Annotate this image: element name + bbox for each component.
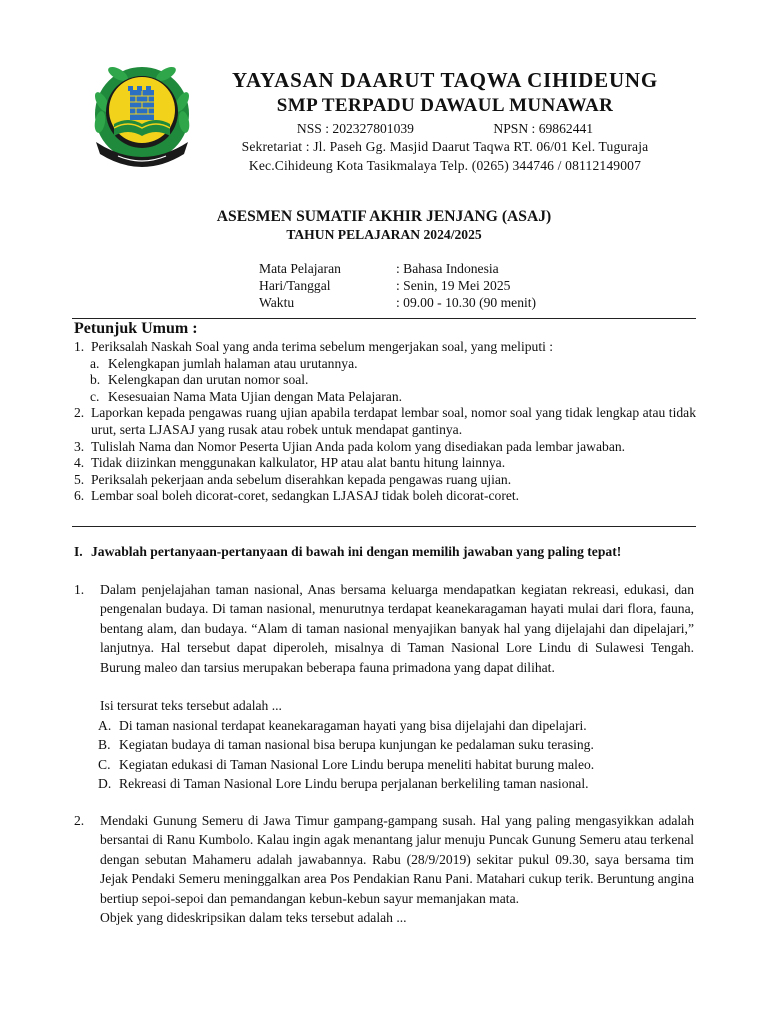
meta-key: Hari/Tanggal: [259, 278, 331, 293]
meta-value: : Senin, 19 Mei 2025: [396, 278, 511, 293]
address-line-1: Sekretariat : Jl. Paseh Gg. Masjid Daarut Taqwa RT. 06/01 Kel. Tuguraja: [241, 139, 649, 154]
instruction-item: [74, 488, 696, 505]
instruction-item: [74, 455, 696, 472]
question-number: 1.: [74, 582, 85, 597]
instruction-number: 1.: [74, 339, 85, 354]
nss-number: NSS : 202327801039: [296, 121, 414, 136]
option-letter: C.: [98, 756, 111, 772]
exam-meta: [259, 260, 536, 311]
subitem-letter: b.: [90, 372, 101, 388]
subitem-text: Kelengkapan jumlah halaman atau urutannya.: [108, 355, 358, 371]
answer-option[interactable]: [74, 735, 694, 754]
instruction-number: 6.: [74, 488, 85, 504]
instruction-item: [74, 405, 696, 438]
answer-option[interactable]: [74, 774, 694, 793]
instruction-number: 2.: [74, 405, 85, 421]
question-text: Mendaki Gunung Semeru di Jawa Timur gampang-gampang susah. Hal yang paling mengasyikkan adalah bersantai di Ranu Kumbolo. Kalau ingin agak menantang jalur menuju Puncak Gunung Semeru atau terkenal dengan sebutan Mahameru adalah jawabannya. Rabu (28/9/2019) sekitar pukul 09.30, saya bersama tim Jejak Pendaki Semeru meninggalkan area Pos Pendakian Ranu Pani. Matahari cukup terik. Beruntung angina bertiup sepoi-sepoi dan pemandangan kebun-kebun sayur memanjakan mata.: [100, 813, 694, 906]
option-text: Kegiatan budaya di taman nasional bisa berupa kunjungan ke pedalaman suku terasing.: [119, 737, 594, 753]
question-2: [74, 811, 694, 927]
divider-bottom: [72, 526, 696, 527]
instructions-heading: Petunjuk Umum :: [74, 320, 198, 337]
instruction-text: Tulislah Nama dan Nomor Peserta Ujian Anda pada kolom yang disediakan pada lembar jawaban.: [91, 438, 626, 454]
question-stem: Objek yang dideskripsikan dalam teks tersebut adalah ...: [100, 910, 407, 926]
option-text: Rekreasi di Taman Nasional Lore Lindu berupa perjalanan berkeliling taman nasional.: [119, 776, 589, 792]
option-text: Di taman nasional terdapat keanekaragaman hayati yang bisa dijelajahi dan dipelajari.: [119, 717, 587, 733]
option-letter: A.: [98, 717, 112, 733]
subitem-text: Kesesuaian Nama Mata Ujian dengan Mata Pelajaran.: [108, 388, 403, 404]
instruction-text: Tidak diizinkan menggunakan kalkulator, HP atau alat bantu hitung lainnya.: [91, 455, 506, 471]
section-instruction: Jawablah pertanyaan-pertanyaan di bawah ini dengan memilih jawaban yang paling tepat!: [91, 544, 622, 559]
instruction-text: Periksalah pekerjaan anda sebelum diserahkan kepada pengawas ruang ujian.: [91, 471, 512, 487]
meta-row: [259, 294, 536, 311]
instruction-item: [74, 339, 696, 356]
divider-top: [72, 318, 696, 319]
question-1: [74, 580, 694, 793]
instruction-item: [74, 472, 696, 489]
meta-key: Mata Pelajaran: [259, 261, 341, 276]
subitem-letter: c.: [90, 388, 100, 404]
option-letter: D.: [98, 776, 112, 792]
school-codes: [195, 121, 695, 137]
section-heading: [74, 542, 694, 561]
question-text: Dalam penjelajahan taman nasional, Anas bersama keluarga mendapatkan kegiatan rekreasi, edukasi, dan pengenalan budaya. Di taman nasional, menurutnya terdapat keanekaragaman hayati mulai dari flora, fauna, bentang alam, dan budaya. “Alam di taman nasional menyajikan banyak hal yang dijelajahi dan dipelajari,” lanjutnya. Hal tersebut dapat diperoleh, misalnya di Taman Nasional Lore Lindu di Sulawesi Tengah. Burung maleo dan tarsius merupakan beberapa fauna primadona yang dapat dilihat.: [100, 582, 694, 675]
instruction-text: Lembar soal boleh dicorat-coret, sedangkan LJASAJ tidak boleh dicorat-coret.: [91, 488, 520, 504]
meta-value: : Bahasa Indonesia: [396, 261, 499, 276]
answer-option[interactable]: [74, 755, 694, 774]
instruction-number: 4.: [74, 455, 85, 471]
instruction-text: Laporkan kepada pengawas ruang ujian apabila terdapat lembar soal, nomor soal yang tidak lengkap atau tidak urut, serta LJASAJ yang rusak atau robek untuk mendapat gantinya.: [91, 405, 696, 437]
npsn-number: NPSN : 69862441: [493, 121, 594, 136]
subitem-text: Kelengkapan dan urutan nomor soal.: [108, 372, 309, 388]
foundation-name: YAYASAN DAARUT TAQWA CIHIDEUNG: [231, 68, 659, 92]
section-number: I.: [74, 544, 83, 559]
option-letter: B.: [98, 737, 111, 753]
instruction-item: [74, 439, 696, 456]
school-logo-icon: [92, 62, 192, 170]
instruction-subitem: [74, 356, 696, 373]
answer-option[interactable]: [74, 716, 694, 735]
meta-row: [259, 260, 536, 277]
instruction-number: 5.: [74, 471, 85, 487]
option-text: Kegiatan edukasi di Taman Nasional Lore Lindu berupa meneliti habitat burung maleo.: [119, 756, 595, 772]
meta-value: : 09.00 - 10.30 (90 menit): [396, 295, 537, 310]
instruction-number: 3.: [74, 438, 85, 454]
instructions-list: [74, 339, 696, 505]
meta-row: [259, 277, 536, 294]
instruction-subitem: [74, 372, 696, 389]
exam-title: ASESMEN SUMATIF AKHIR JENJANG (ASAJ): [216, 208, 552, 225]
instruction-subitem: [74, 389, 696, 406]
question-number: 2.: [74, 813, 85, 828]
subitem-letter: a.: [90, 355, 100, 371]
address-line-2: Kec.Cihideung Kota Tasikmalaya Telp. (0265) 344746 / 08112149007: [248, 158, 642, 173]
instruction-text: Periksalah Naskah Soal yang anda terima sebelum mengerjakan soal, yang meliputi :: [91, 339, 554, 354]
school-name: SMP TERPADU DAWAUL MUNAWAR: [276, 95, 614, 116]
meta-key: Waktu: [259, 295, 295, 310]
academic-year: TAHUN PELAJARAN 2024/2025: [286, 227, 482, 242]
question-stem: Isi tersurat teks tersebut adalah ...: [100, 698, 282, 714]
